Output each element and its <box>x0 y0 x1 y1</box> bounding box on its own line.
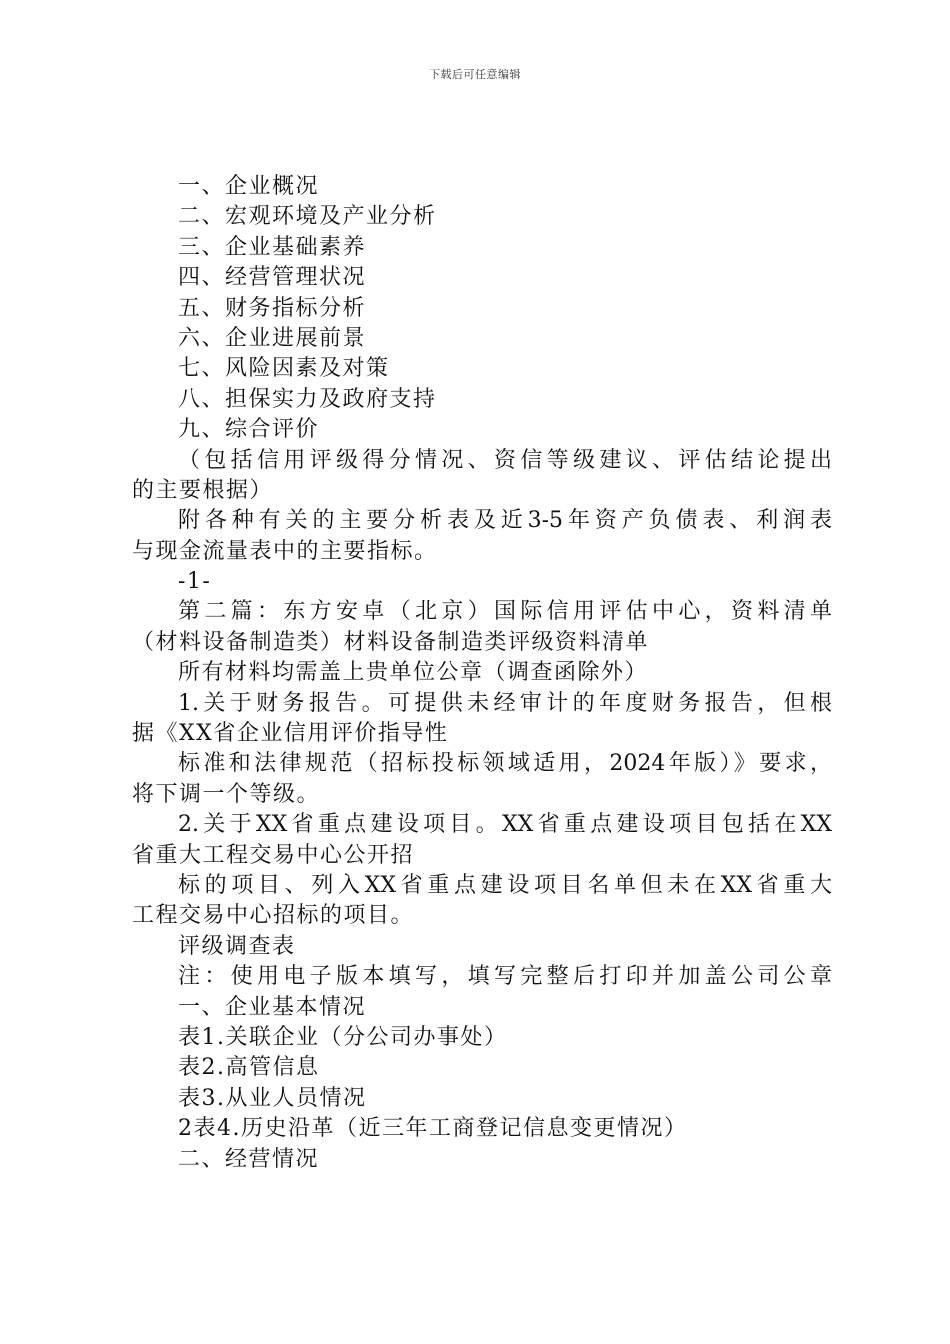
document-line: 六、企业进展前景 <box>178 325 367 351</box>
document-line: 的主要根据） <box>132 477 274 503</box>
document-line: -1- <box>178 569 212 595</box>
page-header: 下载后可任意编辑 <box>429 68 521 81</box>
document-line: 2表4.历史沿革（近三年工商登记信息变更情况） <box>178 1116 688 1142</box>
document-line: （包括信用评级得分情况、资信等级建议、评估结论提出 <box>178 447 832 473</box>
document-line: 九、综合评价 <box>178 417 320 443</box>
document-line: 七、风险因素及对策 <box>178 356 390 382</box>
document-line: 标的项目、列入XX省重点建设项目名单但未在XX省重大 <box>178 872 832 898</box>
document-line: 表1.关联企业（分公司办事处） <box>178 1024 508 1050</box>
document-line: 八、担保实力及政府支持 <box>178 386 437 412</box>
document-line: 将下调一个等级。 <box>132 781 321 807</box>
document-line: 据《XX省企业信用评价指导性 <box>132 721 449 747</box>
document-line: 一、企业概况 <box>178 174 320 199</box>
document-line: 评级调查表 <box>178 933 296 959</box>
document-line: 标准和法律规范（招标投标领域适用，2024年版）》要求， <box>178 751 832 777</box>
document-line: 一、企业基本情况 <box>178 994 367 1020</box>
document-line: 四、经营管理状况 <box>178 265 367 291</box>
document-line: 2.关于XX省重点建设项目。XX省重点建设项目包括在XX <box>178 812 832 838</box>
document-line: 所有材料均需盖上贵单位公章（调查函除外） <box>178 660 649 686</box>
document-line: 与现金流量表中的主要指标。 <box>132 538 438 564</box>
document-line: （材料设备制造类）材料设备制造类评级资料清单 <box>132 629 650 655</box>
document-line: 第二篇：东方安卓（北京）国际信用评估中心，资料清单 <box>178 599 832 625</box>
document-line: 三、企业基础素养 <box>178 234 367 260</box>
document-line: 附各种有关的主要分析表及近3-5年资产负债表、利润表 <box>178 508 832 534</box>
document-line: 表3.从业人员情况 <box>178 1085 367 1111</box>
document-line: 工程交易中心招标的项目。 <box>132 903 415 929</box>
document-line: 表2.高管信息 <box>178 1055 320 1081</box>
document-line: 二、经营情况 <box>178 1146 320 1172</box>
document-line: 1.关于财务报告。可提供未经审计的年度财务报告，但根 <box>178 690 832 716</box>
document-line: 省重大工程交易中心公开招 <box>132 842 415 868</box>
document-body <box>132 172 832 1175</box>
document-line: 注：使用电子版本填写，填写完整后打印并加盖公司公章 <box>178 964 832 990</box>
document-line: 五、财务指标分析 <box>178 295 367 321</box>
document-line: 二、宏观环境及产业分析 <box>178 204 437 230</box>
